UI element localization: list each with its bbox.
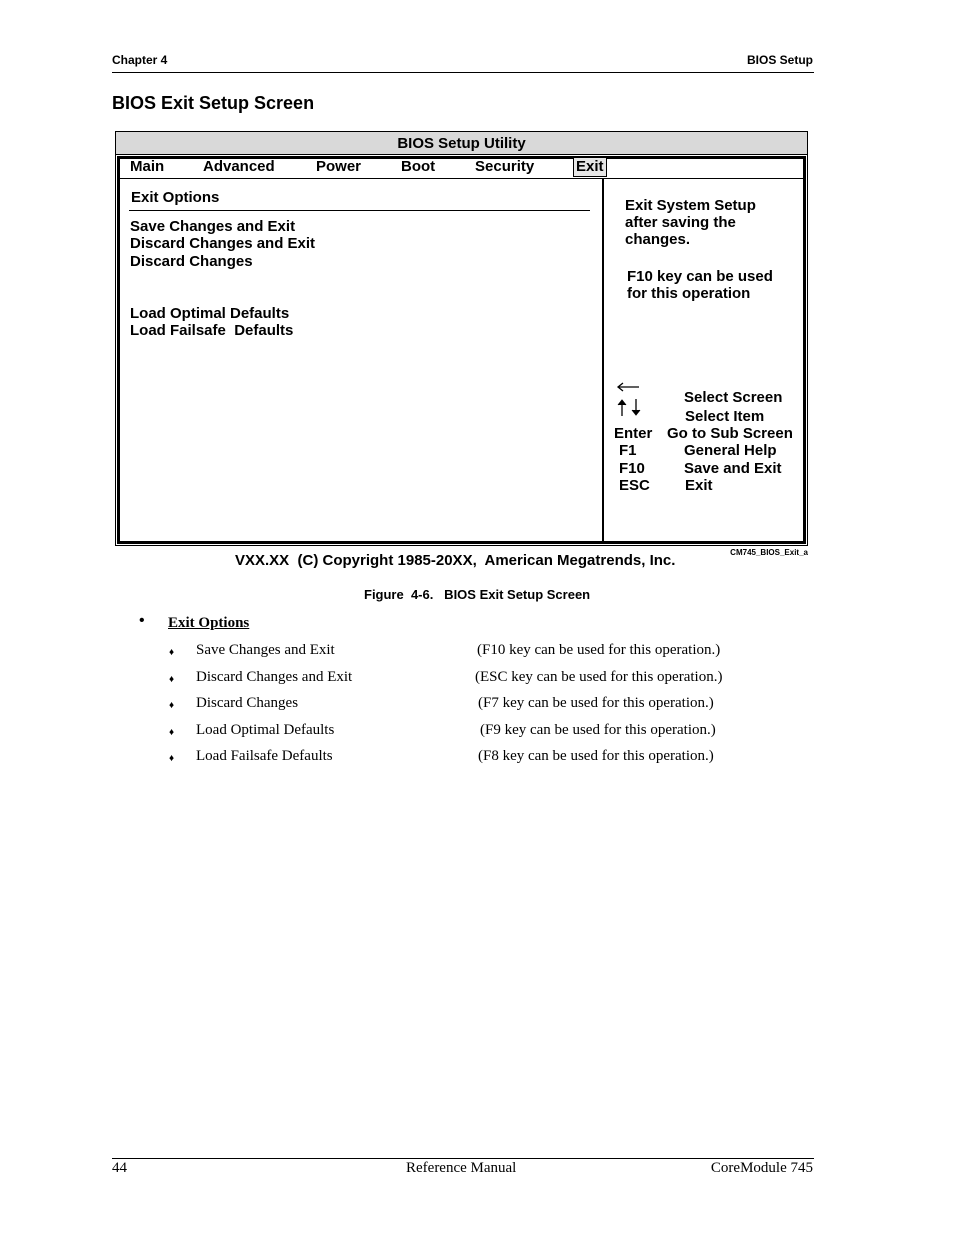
diamond-bullet-icon: ♦: [169, 647, 175, 658]
menu-advanced[interactable]: Advanced: [203, 158, 275, 175]
menu-boot[interactable]: Boot: [401, 158, 436, 175]
header-section: BIOS Setup: [746, 53, 813, 67]
option-load-optimal[interactable]: Load Optimal Defaults: [130, 305, 290, 322]
arrow-up-down-icon: [616, 398, 644, 418]
menu-separator: [119, 178, 804, 179]
list-item-note: (ESC key can be used for this operation.): [475, 669, 723, 685]
panel-heading-rule: [129, 210, 590, 211]
header-chapter: Chapter 4: [112, 53, 168, 67]
header-rule: [112, 72, 814, 73]
help-line-1: Exit System Setup: [625, 197, 756, 214]
list-item-name: Discard Changes and Exit: [196, 669, 353, 685]
key-f1: F1: [619, 442, 637, 459]
list-item-note: (F8 key can be used for this operation.): [478, 748, 714, 764]
option-save-exit[interactable]: Save Changes and Exit: [130, 218, 296, 235]
option-discard-exit[interactable]: Discard Changes and Exit: [130, 235, 316, 252]
help-line-3: changes.: [625, 231, 691, 248]
list-item-note: (F10 key can be used for this operation.): [477, 642, 721, 658]
bios-copyright: VXX.XX (C) Copyright 1985-20XX, American Megatrends, Inc.: [235, 552, 676, 569]
key-esc: ESC: [619, 477, 650, 494]
help-note-1: F10 key can be used: [627, 268, 773, 285]
key-f10: F10: [619, 460, 645, 477]
help-note-2: for this operation: [627, 285, 751, 302]
menu-main[interactable]: Main: [130, 158, 165, 175]
footer-title: Reference Manual: [406, 1160, 517, 1176]
key-desc-updown: Select Item: [685, 408, 765, 425]
panel-divider: [602, 179, 604, 542]
list-item-name: Load Failsafe Defaults: [196, 748, 333, 764]
key-desc-f10: Save and Exit: [684, 460, 782, 477]
diamond-bullet-icon: ♦: [169, 674, 175, 685]
key-desc-left: Select Screen: [684, 389, 783, 406]
diamond-bullet-icon: ♦: [169, 700, 175, 711]
arrow-left-icon: [615, 381, 641, 393]
key-enter: Enter: [614, 425, 653, 442]
figure-id: CM745_BIOS_Exit_a: [730, 548, 808, 557]
menu-exit[interactable]: Exit: [573, 157, 607, 177]
list-item-note: (F9 key can be used for this operation.): [480, 722, 716, 738]
bios-title: BIOS Setup Utility: [116, 132, 807, 155]
footer-page-number: 44: [112, 1160, 127, 1176]
menu-power[interactable]: Power: [316, 158, 362, 175]
list-item-name: Load Optimal Defaults: [196, 722, 335, 738]
option-load-failsafe[interactable]: Load Failsafe Defaults: [130, 322, 294, 339]
help-line-2: after saving the: [625, 214, 736, 231]
list-item-name: Save Changes and Exit: [196, 642, 335, 658]
section-title: BIOS Exit Setup Screen: [112, 93, 315, 113]
menu-security[interactable]: Security: [475, 158, 535, 175]
figure-caption: Figure 4-6. BIOS Exit Setup Screen: [364, 587, 591, 602]
key-desc-f1: General Help: [684, 442, 777, 459]
key-desc-esc: Exit: [685, 477, 713, 494]
list-item-name: Discard Changes: [196, 695, 299, 711]
diamond-bullet-icon: ♦: [169, 753, 175, 764]
diamond-bullet-icon: ♦: [169, 727, 175, 738]
panel-heading: Exit Options: [131, 189, 220, 206]
list-heading: Exit Options: [168, 615, 250, 631]
footer-rule: [112, 1158, 814, 1159]
footer-product: CoreModule 745: [710, 1160, 813, 1176]
bullet-icon: •: [139, 612, 145, 629]
option-discard[interactable]: Discard Changes: [130, 253, 253, 270]
list-item-note: (F7 key can be used for this operation.): [478, 695, 714, 711]
key-desc-enter: Go to Sub Screen: [667, 425, 793, 442]
